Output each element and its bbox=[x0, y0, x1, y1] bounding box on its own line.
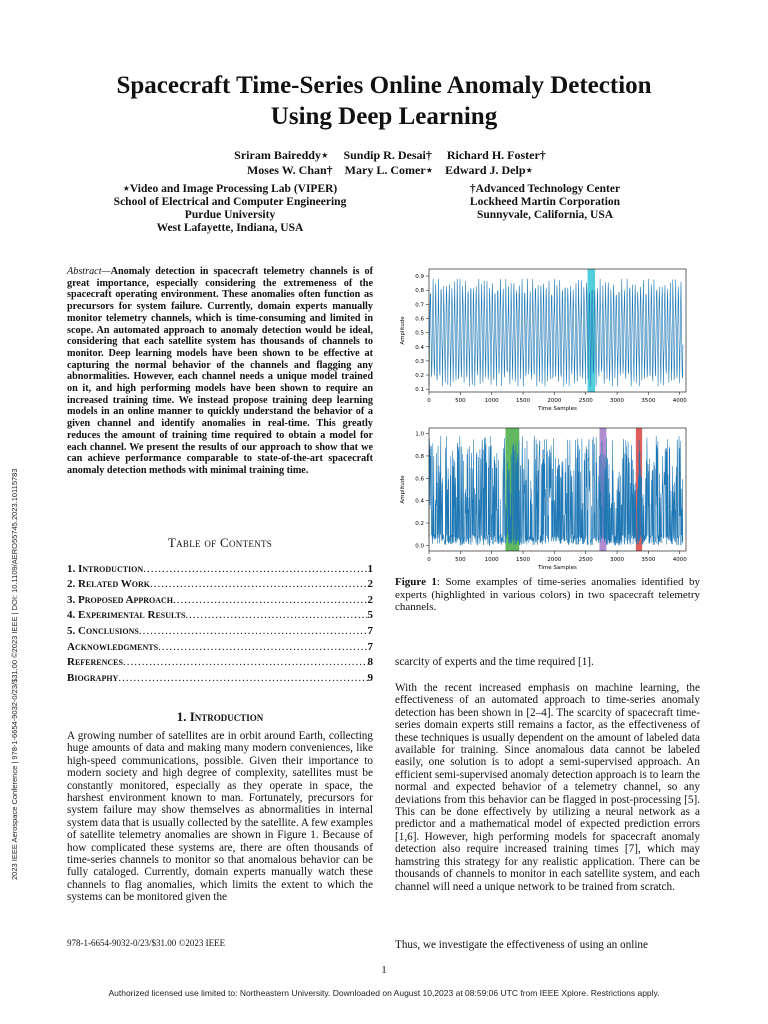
toc-leader-dots bbox=[123, 656, 368, 668]
toc-entry-page: 1 bbox=[367, 562, 373, 575]
paragraph-machine-learning: With the recent increased emphasis on machine learning, the effectiveness of an automated approach to time-series anomaly detection has been shown in [2–4]. The scarcity of spacecraft time-series domain experts still remains a factor, as the effectiveness of these techniques is usually dependent on the amount of labeled data available for training. Since anomalous data cannot be labeled easily, one solution is to adopt a semi-supervised approach. An efficient semi-supervised anomaly detection approach is to learn the normal and expected behavior of a telemetry channel, so any deviations from this behavior can be flagged in post-processing [5]. This can be done effectively by utilizing a neural network as a predictor and a mathematical model of expected prediction errors [1,6]. However, high performing models for spacecraft anomaly detection also require increased training times [7], which may hamstring this strategy for any realistic application. There can be thousands of channels to monitor in each satellite system, and each channel will need a unique network to be trained from scratch. bbox=[395, 682, 700, 893]
affiliation-line: †Advanced Technology Center bbox=[469, 183, 621, 195]
x-tick-label: 3500 bbox=[641, 557, 656, 563]
toc-entry[interactable] bbox=[67, 590, 373, 606]
y-tick-label: 0.5 bbox=[415, 330, 424, 337]
y-tick-label: 0.9 bbox=[415, 274, 424, 281]
paragraph-scarcity: scarcity of experts and the time required [1]. bbox=[395, 656, 594, 668]
y-tick-label: 1.0 bbox=[415, 431, 424, 438]
x-tick-label: 0 bbox=[427, 557, 431, 563]
toc-entry[interactable] bbox=[67, 637, 373, 653]
paragraph-online: Thus, we investigate the effectiveness of using an online bbox=[395, 939, 648, 951]
toc-entry-page: 2 bbox=[367, 578, 373, 591]
y-tick-label: 0.6 bbox=[415, 476, 424, 483]
page-number: 1 bbox=[381, 964, 387, 976]
toc-leader-dots bbox=[185, 609, 367, 621]
y-tick-label: 0.2 bbox=[415, 521, 424, 528]
toc-entry[interactable] bbox=[67, 559, 373, 575]
y-tick-label: 0.8 bbox=[415, 288, 424, 295]
toc-entry-label: 4. Experimental Results bbox=[67, 609, 186, 622]
toc-leader-dots bbox=[143, 563, 367, 575]
x-tick-label: 2500 bbox=[578, 398, 593, 404]
section-heading-introduction: 1. Introduction bbox=[176, 709, 264, 724]
x-tick-label: 1500 bbox=[516, 557, 531, 563]
y-axis-label: Amplitude bbox=[400, 475, 406, 504]
x-axis-label: Time Samples bbox=[538, 565, 577, 571]
toc-leader-dots bbox=[139, 625, 368, 637]
license-footer: Authorized licensed use limited to: Northeastern University. Downloaded on August 10,2023 at 08:59:06 UTC from IEEE Xplore. Restrictions apply. bbox=[108, 988, 660, 998]
toc-entry[interactable] bbox=[67, 668, 373, 684]
y-tick-label: 0.0 bbox=[415, 543, 424, 550]
title-line-1: Spacecraft Time-Series Online Anomaly Detection bbox=[116, 72, 652, 99]
y-axis-label: Amplitude bbox=[400, 316, 406, 345]
toc-entry-label: References bbox=[67, 656, 123, 669]
affiliation-line: West Lafayette, Indiana, USA bbox=[156, 222, 304, 234]
y-tick-label: 0.1 bbox=[415, 387, 424, 394]
series-line bbox=[429, 279, 683, 386]
toc-title: Table of Contents bbox=[167, 535, 273, 550]
toc-entry-page: 5 bbox=[367, 609, 373, 622]
toc-entry-label: 2. Related Work bbox=[67, 578, 151, 591]
caption-label: Figure 1 bbox=[395, 576, 437, 588]
chart-top bbox=[396, 265, 698, 415]
abstract-lead: Abstract— bbox=[67, 266, 111, 277]
x-tick-label: 1500 bbox=[516, 398, 531, 404]
abstract bbox=[67, 266, 373, 477]
y-tick-label: 0.8 bbox=[415, 453, 424, 460]
toc-entry-page: 7 bbox=[367, 640, 373, 653]
toc-entry[interactable] bbox=[67, 575, 373, 591]
affiliation-lockheed bbox=[400, 183, 690, 222]
y-tick-label: 0.4 bbox=[415, 498, 424, 505]
x-tick-label: 2000 bbox=[547, 557, 562, 563]
series-line bbox=[429, 436, 683, 546]
toc-leader-dots bbox=[158, 641, 367, 653]
y-tick-label: 0.4 bbox=[415, 344, 424, 351]
toc-entry-label: 1. Introduction bbox=[67, 562, 144, 575]
y-tick-label: 0.3 bbox=[415, 358, 424, 365]
figure-1 bbox=[396, 265, 698, 579]
affiliation-line: School of Electrical and Computer Engineering bbox=[113, 196, 347, 208]
x-axis-label: Time Samples bbox=[538, 406, 577, 412]
y-tick-label: 0.6 bbox=[415, 316, 424, 323]
toc-entry[interactable] bbox=[67, 606, 373, 622]
title-line-2: Using Deep Learning bbox=[270, 103, 498, 130]
table-of-contents bbox=[67, 559, 373, 684]
conference-sidebar: 2023 IEEE Aerospace Conference | 978-1-6654-9032-0/23/$31.00 ©2023 IEEE | DOI: 10.1109/AERO55745.2023.10115783 bbox=[10, 468, 19, 880]
affiliation-line: ⋆Video and Image Processing Lab (VIPER) bbox=[122, 183, 338, 195]
toc-entry-page: 2 bbox=[367, 593, 373, 606]
toc-entry-label: 5. Conclusions bbox=[67, 624, 139, 637]
x-tick-label: 1000 bbox=[484, 557, 499, 563]
author-list bbox=[180, 148, 600, 178]
x-tick-label: 3000 bbox=[610, 557, 625, 563]
x-tick-label: 500 bbox=[455, 398, 466, 404]
paper-title bbox=[60, 70, 708, 132]
toc-leader-dots bbox=[173, 594, 367, 606]
toc-entry-page: 7 bbox=[367, 624, 373, 637]
toc-entry-page: 9 bbox=[367, 671, 373, 684]
affiliation-line: Lockheed Martin Corporation bbox=[469, 196, 621, 208]
toc-leader-dots bbox=[150, 578, 367, 590]
x-tick-label: 3500 bbox=[641, 398, 656, 404]
affiliation-line: Sunnyvale, California, USA bbox=[476, 209, 614, 221]
y-tick-label: 0.7 bbox=[415, 302, 424, 309]
x-tick-label: 4000 bbox=[672, 557, 687, 563]
abstract-text: Anomaly detection in spacecraft telemetry channels is of great importance, especially considering the extremeness of the spacecraft operating environment. These anomalies often function as precursors for system failure. Currently, domain experts manually monitor telemetry channels, which is time-consuming and limited in scope. An automated approach to anomaly detection would be ideal, considering that each satellite system has thousands of channels to monitor. Deep learning models have been shown to be effective at capturing the normal behavior of the channels and flagging any abnormalities. However, each channel needs a unique model trained on it, and high performing models have been shown to require an increased training time. We instead propose training deep learning models in an online manner to quickly understand the behavior of a given channel and identify anomalies in real-time. This greatly reduces the amount of training time required to obtain a model for each channel. We present the results of our approach to show that we can achieve performance comparable to state-of-the-art spacecraft anomaly detection methods with minimal training time. bbox=[67, 266, 373, 476]
chart-bottom bbox=[396, 424, 698, 574]
toc-entry-label: Biography bbox=[67, 671, 119, 684]
x-tick-label: 1000 bbox=[484, 398, 499, 404]
figure-caption bbox=[395, 576, 700, 614]
toc-entry-page: 8 bbox=[367, 656, 373, 669]
x-tick-label: 4000 bbox=[672, 398, 687, 404]
affiliation-line: Purdue University bbox=[184, 209, 276, 221]
x-tick-label: 2000 bbox=[547, 398, 562, 404]
authors-line-2: Moses W. Chan† Mary L. Comer⋆ Edward J. Delp⋆ bbox=[246, 163, 534, 177]
toc-entry[interactable] bbox=[67, 621, 373, 637]
copyright-notice: 978-1-6654-9032-0/23/$31.00 ©2023 IEEE bbox=[67, 938, 226, 948]
x-tick-label: 3000 bbox=[610, 398, 625, 404]
x-tick-label: 0 bbox=[427, 398, 431, 404]
x-tick-label: 500 bbox=[455, 557, 466, 563]
affiliation-purdue bbox=[80, 183, 380, 235]
toc-entry[interactable] bbox=[67, 653, 373, 669]
caption-text: : Some examples of time-series anomalies identified by experts (highlighted in various colors) in two spacecraft telemetry channels. bbox=[395, 576, 700, 613]
toc-entry-label: Acknowledgments bbox=[67, 640, 159, 653]
x-tick-label: 2500 bbox=[578, 557, 593, 563]
introduction-text: A growing number of satellites are in orbit around Earth, collecting huge amounts of data and making many modern conveniences, like high-speed communications, possible. Given their importance to modern society and high degree of complexity, satellites must be constantly monitored, especially as they operate in space, the harshest environment known to man. Fortunately, precursors for system failure may show themselves as abnormalities in internal system data that is usually collected by the satellite. A few examples of satellite telemetry anomalies are shown in Figure 1. Because of how complicated these systems are, there are often thousands of time-series channels to monitor so that anomalous behavior can be fully cataloged. Currently, domain experts manually watch these channels to flag anomalies, which limits the extent to which the systems can be monitored given the bbox=[67, 730, 373, 904]
toc-leader-dots bbox=[118, 672, 367, 684]
toc-entry-label: 3. Proposed Approach bbox=[67, 593, 174, 606]
y-tick-label: 0.2 bbox=[415, 373, 424, 380]
authors-line-1: Sriram Baireddy⋆ Sundip R. Desai† Richard H. Foster† bbox=[234, 148, 546, 162]
